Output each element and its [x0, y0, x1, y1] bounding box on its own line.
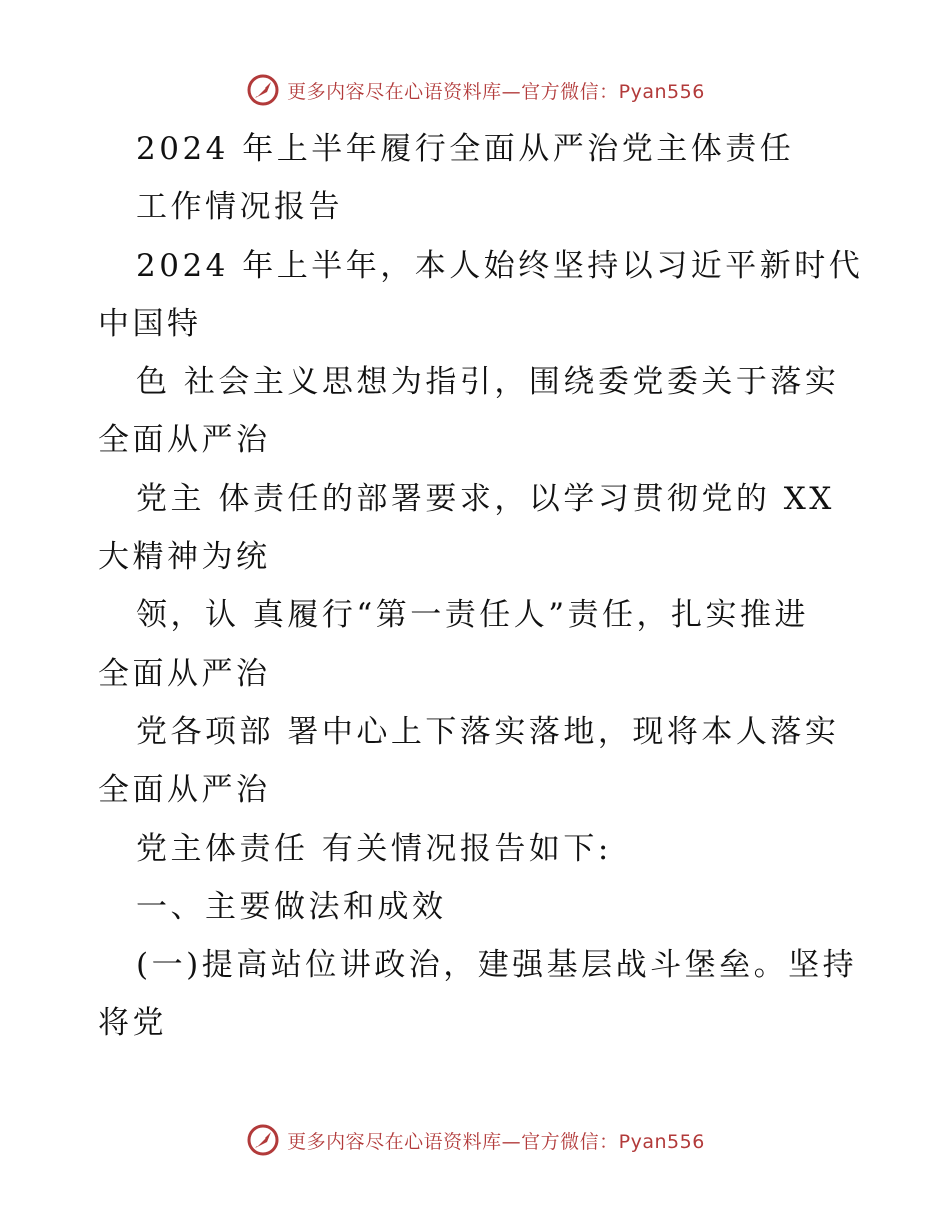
paragraph-line: 大精神为统 [98, 539, 271, 576]
paragraph-line: 党各项部 署中心上下落实落地，现将本人落实 [136, 713, 840, 750]
paragraph-line: 领，认 真履行“第一责任人”责任，扎实推进 [136, 597, 810, 634]
paragraph-line: 全面从严治 [98, 655, 271, 692]
footer-watermark [0, 1120, 950, 1160]
document-title-line-2: 工作情况报告 [136, 189, 343, 226]
paragraph-line: 色 社会主义思想为指引，围绕委党委关于落实 [136, 364, 840, 401]
paragraph-line: 党主 体责任的部署要求，以学习贯彻党的 XX [136, 480, 835, 517]
paragraph-line: 2024 年上半年，本人始终坚持以习近平新时代 [136, 247, 864, 284]
document-body [98, 120, 864, 1053]
paragraph-line: 中国特 [98, 305, 202, 342]
paragraph-line: 全面从严治 [98, 422, 271, 459]
paragraph-line: 党主体责任 有关情况报告如下: [136, 830, 612, 867]
section-heading: 一、主要做法和成效 [136, 888, 447, 925]
header-watermark [0, 70, 950, 110]
subsection-heading-line: (一)提高站位讲政治，建强基层战斗堡垒。坚持 [136, 947, 858, 984]
feather-pen-icon [245, 72, 281, 108]
paragraph-line: 全面从严治 [98, 772, 271, 809]
paragraph-line: 将党 [98, 1005, 167, 1042]
feather-pen-icon [245, 1122, 281, 1158]
document-title-line-1: 2024 年上半年履行全面从严治党主体责任 [136, 131, 795, 167]
watermark-text: 更多内容尽在心语资料库—官方微信：Pyan556 [287, 80, 705, 103]
watermark-text: 更多内容尽在心语资料库—官方微信：Pyan556 [287, 1130, 705, 1153]
